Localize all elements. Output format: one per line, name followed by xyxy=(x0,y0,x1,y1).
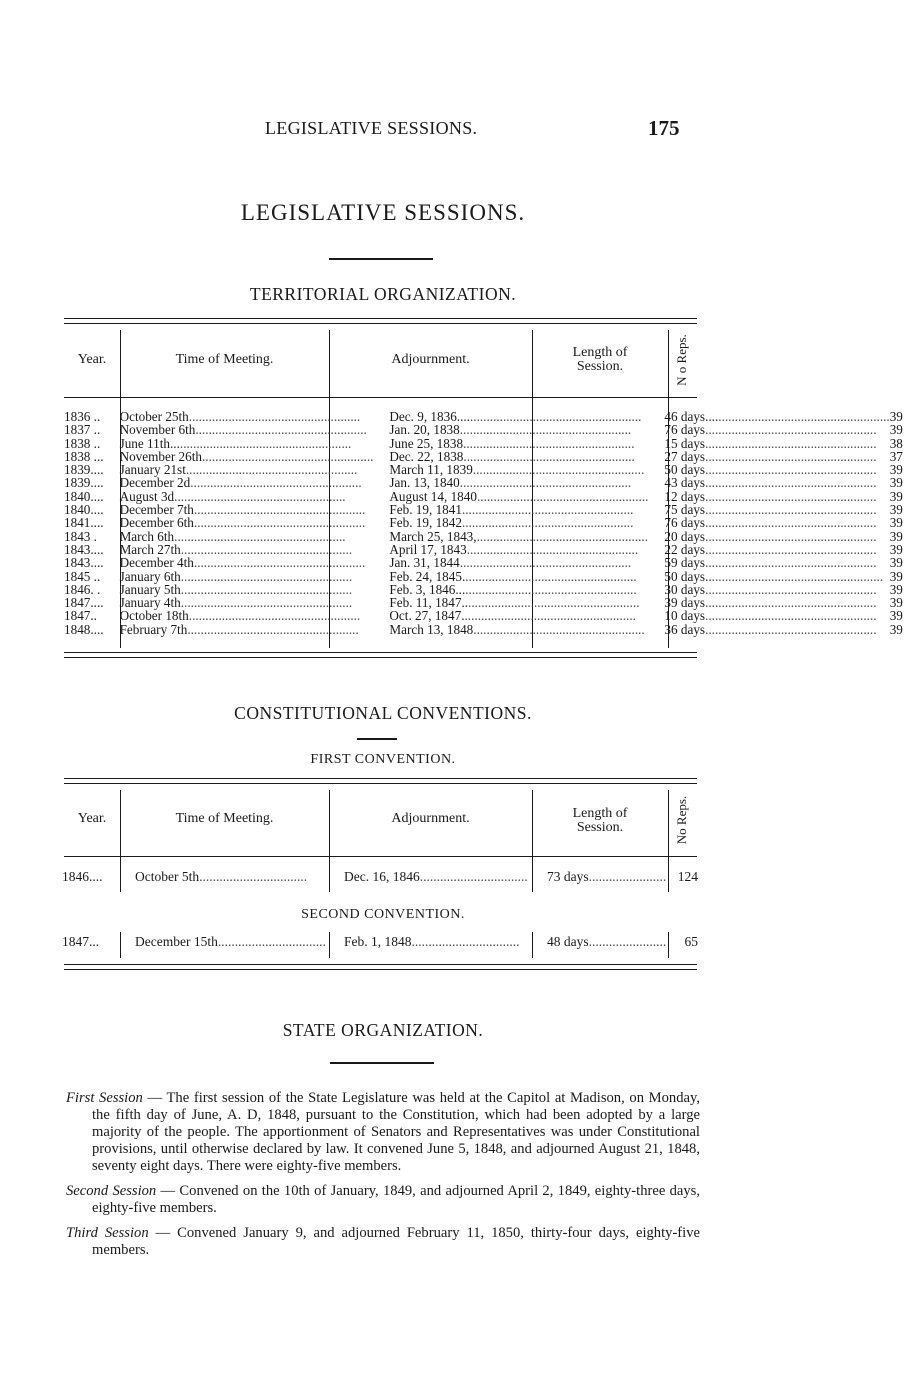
session-reps: 39 xyxy=(889,608,903,624)
session-meeting: October 25th.................................................... xyxy=(119,409,361,424)
convention-reps: 65 xyxy=(684,934,698,949)
session-row xyxy=(62,423,905,436)
session-length: 50 days.................................................... xyxy=(664,462,877,478)
second-convention-title: SECOND CONVENTION. xyxy=(301,907,465,922)
session-year: 1847.... xyxy=(64,595,104,611)
session-reps: 39 xyxy=(889,541,903,557)
title-rule xyxy=(357,738,397,740)
session-year: 1848.... xyxy=(64,621,104,637)
session-length: 46 days........................................................ xyxy=(664,409,890,424)
session-reps: 39 xyxy=(889,502,903,518)
session-reps: 39 xyxy=(889,488,903,504)
session-year: 1843.... xyxy=(64,541,104,557)
session-year: 1836 .. xyxy=(64,409,101,424)
header-time-of-meeting: Time of Meeting. xyxy=(175,352,274,367)
session-paragraph: First Session — The first session of the State Legislature was held at the Capitol at Madison, on Monday, the fifth day of June, A. D, 1848, pursuant to the Constitution, which had been adopted by a large majority of the people. The apportionment of Senators and Representatives was under Constitutional provisions, until otherwise declared by law. It convened June 5, 1848, and adjourned August 21, 1848, seventy eight days. There were eighty-five members. xyxy=(66,1090,701,1174)
session-row xyxy=(62,609,905,622)
title-rule xyxy=(329,258,433,260)
session-reps: 39 xyxy=(889,462,903,478)
session-length: 12 days.................................................... xyxy=(664,488,877,504)
session-row xyxy=(62,437,905,450)
session-meeting: January 6th.................................................... xyxy=(119,568,353,584)
session-adjournment: Feb. 24, 1845..................................................... xyxy=(389,568,637,584)
session-adjournment: Feb. 3, 1846....................................................... xyxy=(389,581,637,597)
header-length-line-2: Session. xyxy=(576,820,624,835)
session-reps: 39 xyxy=(889,515,903,531)
session-meeting: January 21st.................................................... xyxy=(119,462,358,478)
session-meeting: December 7th.................................................... xyxy=(119,502,366,518)
session-year: 1845 .. xyxy=(64,568,101,584)
session-adjournment: Dec. 22, 1838.................................................... xyxy=(389,448,635,464)
session-adjournment: Dec. 9, 1836........................................................ xyxy=(389,409,642,424)
session-length: 27 days.................................................... xyxy=(664,448,877,464)
session-reps: 39 xyxy=(889,581,903,597)
session-adjournment: April 17, 1843.................................................... xyxy=(389,541,639,557)
convention-row xyxy=(62,869,698,885)
table-top-rule xyxy=(64,778,697,784)
conventions-title: CONSTITUTIONAL CONVENTIONS. xyxy=(234,703,532,723)
session-adjournment: March 25, 1843,.................................................... xyxy=(389,528,649,544)
session-row xyxy=(62,516,905,529)
session-length: 10 days.................................................... xyxy=(664,608,877,624)
session-row xyxy=(62,596,905,609)
session-length: 76 days.................................................... xyxy=(664,515,877,531)
session-length: 59 days.................................................... xyxy=(664,555,877,571)
session-reps: 39 xyxy=(889,621,903,637)
convention-year: 1847... xyxy=(62,934,100,949)
session-meeting: October 18th.................................................... xyxy=(119,608,361,624)
session-reps: 38 xyxy=(889,435,903,451)
session-year: 1846. . xyxy=(64,581,101,597)
session-year: 1839.... xyxy=(64,462,104,478)
header-length-line-1: Length of xyxy=(572,345,628,360)
session-reps: 39 xyxy=(889,568,903,584)
header-adjournment: Adjournment. xyxy=(391,352,470,367)
state-title: STATE ORGANIZATION. xyxy=(282,1020,484,1040)
session-year: 1838 ... xyxy=(64,448,104,464)
header-year: Year. xyxy=(77,352,107,367)
header-no-reps: N o Reps. xyxy=(674,334,689,386)
session-paragraph: Second Session — Convened on the 10th of January, 1849, and adjourned April 2, 1849, eighty-three days, eighty-five members. xyxy=(66,1183,701,1216)
session-adjournment: Jan. 31, 1844.................................................... xyxy=(389,555,632,571)
session-row xyxy=(62,450,905,463)
session-year: 1838 .. xyxy=(64,435,101,451)
session-reps: 39 xyxy=(889,409,903,424)
state-sessions-text xyxy=(66,1090,700,1259)
session-length: 20 days.................................................... xyxy=(664,528,877,544)
session-length: 30 days.................................................... xyxy=(664,581,877,597)
session-meeting: August 3d.................................................... xyxy=(119,488,346,504)
convention-adjournment: Feb. 1, 1848................................ xyxy=(344,934,520,949)
session-adjournment: March 11, 1839.................................................... xyxy=(389,462,645,478)
convention-length: 48 days....................... xyxy=(547,934,667,949)
header-length-line-1: Length of xyxy=(572,806,628,821)
session-reps: 39 xyxy=(889,528,903,544)
session-reps: 39 xyxy=(889,422,903,438)
session-year: 1843 . xyxy=(64,528,97,544)
header-length-line-2: Session. xyxy=(576,359,624,374)
convention-row xyxy=(62,934,698,950)
session-meeting: January 5th.................................................... xyxy=(119,581,353,597)
convention-year: 1846.... xyxy=(62,869,103,884)
session-meeting: December 4th.................................................... xyxy=(119,555,366,571)
session-year: 1839.... xyxy=(64,475,104,491)
header-year: Year. xyxy=(77,811,107,826)
title-rule xyxy=(330,1062,434,1064)
session-meeting: January 4th.................................................... xyxy=(119,595,353,611)
session-meeting: March 6th.................................................... xyxy=(119,528,346,544)
session-meeting: November 26th.................................................... xyxy=(119,448,374,464)
table-bottom-rule xyxy=(64,652,697,658)
territorial-title: TERRITORIAL ORGANIZATION. xyxy=(249,284,517,304)
convention-reps: 124 xyxy=(677,869,698,884)
session-year: 1837 .. xyxy=(64,422,101,438)
session-row xyxy=(62,490,905,503)
session-meeting: December 2d.................................................... xyxy=(119,475,362,491)
session-adjournment: August 14, 1840.................................................... xyxy=(389,488,649,504)
table-bottom-rule xyxy=(64,964,697,970)
session-row xyxy=(62,530,905,543)
session-length: 76 days.................................................... xyxy=(664,422,877,438)
session-adjournment: Feb. 19, 1841.................................................... xyxy=(389,502,634,518)
session-adjournment: Oct. 27, 1847..................................................... xyxy=(389,608,636,624)
header-adjournment: Adjournment. xyxy=(391,811,470,826)
session-reps: 39 xyxy=(889,595,903,611)
session-row xyxy=(62,583,905,596)
session-row xyxy=(62,543,905,556)
session-reps: 37 xyxy=(889,448,903,464)
page-title: LEGISLATIVE SESSIONS. xyxy=(240,200,526,225)
session-row xyxy=(62,503,905,516)
session-row xyxy=(62,410,905,423)
session-reps: 39 xyxy=(889,475,903,491)
first-convention-title: FIRST CONVENTION. xyxy=(310,752,456,767)
header-no-reps: No Reps. xyxy=(674,795,689,845)
session-year: 1840.... xyxy=(64,488,104,504)
session-length: 50 days...................................................... xyxy=(664,568,884,584)
session-meeting: June 11th....................................................... xyxy=(119,435,352,451)
page-number: 175 xyxy=(648,116,680,140)
convention-length: 73 days....................... xyxy=(547,869,667,884)
session-length: 15 days.................................................... xyxy=(664,435,877,451)
session-adjournment: Feb. 19, 1842.................................................... xyxy=(389,515,634,531)
running-head: LEGISLATIVE SESSIONS. xyxy=(265,118,478,138)
session-adjournment: June 25, 1838.................................................... xyxy=(389,435,635,451)
table-header-rule xyxy=(64,856,697,857)
session-row xyxy=(62,623,905,636)
session-meeting: February 7th.................................................... xyxy=(119,621,359,637)
header-time-of-meeting: Time of Meeting. xyxy=(175,811,274,826)
session-adjournment: Jan. 13, 1840.................................................... xyxy=(389,475,632,491)
session-length: 22 days.................................................... xyxy=(664,541,877,557)
session-adjournment: Jan. 20, 1838.................................................... xyxy=(389,422,632,438)
session-year: 1847.. xyxy=(64,608,97,624)
session-year: 1841.... xyxy=(64,515,104,531)
session-adjournment: Feb. 11, 1847...................................................... xyxy=(389,595,640,611)
session-meeting: March 27th.................................................... xyxy=(119,541,353,557)
session-adjournment: March 13, 1848.................................................... xyxy=(389,621,645,637)
session-row xyxy=(62,570,905,583)
convention-meeting: October 5th................................ xyxy=(135,869,308,884)
territorial-table xyxy=(62,410,905,636)
table-top-rule xyxy=(64,318,697,324)
session-meeting: December 6th.................................................... xyxy=(119,515,366,531)
session-reps: 39 xyxy=(889,555,903,571)
session-row xyxy=(62,463,905,476)
session-length: 36 days.................................................... xyxy=(664,621,877,637)
session-row xyxy=(62,476,905,489)
session-meeting: November 6th.................................................... xyxy=(119,422,367,438)
session-row xyxy=(62,556,905,569)
session-length: 43 days.................................................... xyxy=(664,475,877,491)
session-paragraph: Third Session — Convened January 9, and adjourned February 11, 1850, thirty-four days, eighty-five members. xyxy=(66,1225,700,1258)
session-length: 39 days.................................................... xyxy=(664,595,877,611)
session-year: 1843.... xyxy=(64,555,104,571)
session-year: 1840.... xyxy=(64,502,104,518)
session-length: 75 days.................................................... xyxy=(664,502,877,518)
table-header-rule xyxy=(64,397,697,398)
convention-meeting: December 15th................................ xyxy=(135,934,326,949)
convention-adjournment: Dec. 16, 1846................................ xyxy=(344,869,528,884)
